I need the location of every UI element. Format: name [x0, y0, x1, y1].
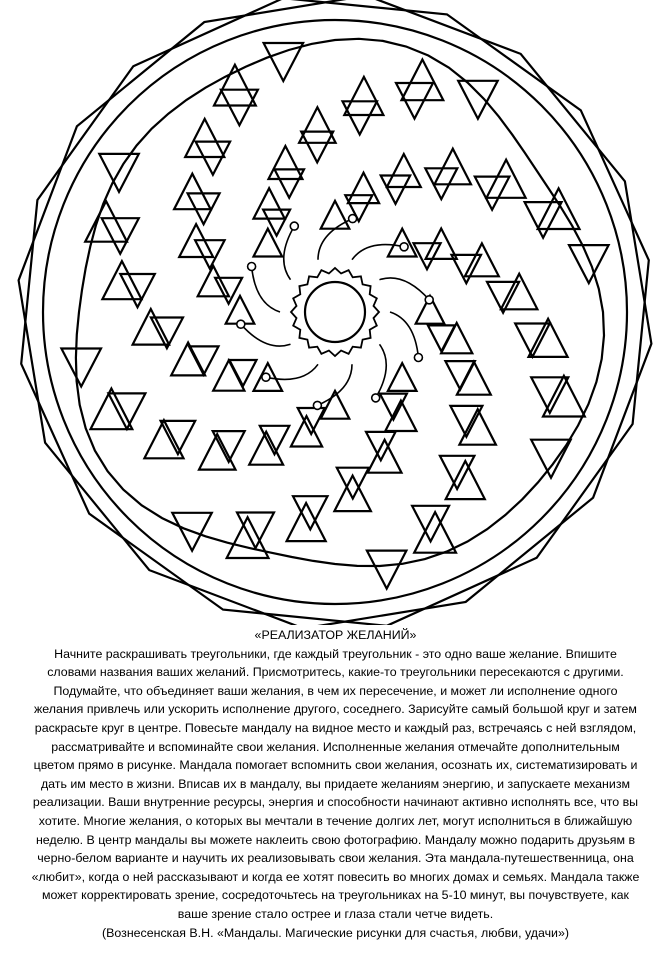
triangle	[515, 324, 550, 357]
triangle	[457, 362, 491, 395]
triangle	[445, 361, 475, 389]
swirl-dot	[262, 373, 270, 381]
wavy-band	[76, 39, 604, 566]
citation: (Вознесенская В.Н. «Мандалы. Магические рисунки для счастья, любви, удачи»)	[102, 925, 569, 940]
triangle	[195, 240, 225, 268]
triangle	[367, 551, 407, 589]
triangle	[569, 245, 609, 283]
swirl-line	[241, 324, 291, 346]
text-line-4: желания привлечь или ускорить исполнение другого, соседнего. Зарисуйте самый большой круг и затем	[34, 702, 637, 717]
swirl-dot	[349, 215, 357, 223]
triangle	[487, 160, 526, 198]
text-line-2: словами названия ваших желаний. Присмотритесь, какие-то треугольники пересекаются с другими.	[47, 665, 624, 680]
triangle	[412, 506, 449, 542]
swirl-line	[376, 344, 387, 398]
swirl-dot	[372, 394, 380, 402]
text-line-3: Подумайте, что объединяет ваши желания, в чем их пересечение, и может ли исполнение одного	[53, 683, 618, 698]
triangle	[428, 325, 455, 351]
description-text-block	[4, 626, 667, 942]
swirl-dot	[237, 320, 245, 328]
triangle	[344, 77, 383, 115]
triangle	[348, 173, 379, 203]
text-line-13: «любит», когда о ней рассказывают и когда ее хотят повесить во многих домах и семьях. Мандала также	[31, 869, 640, 884]
swirl-line	[380, 278, 430, 300]
triangle	[465, 243, 499, 276]
triangle	[440, 456, 475, 489]
swirl-dot	[400, 243, 408, 251]
text-line-8: дать им место в жизни. Вписав их в мандалу, вы придаете желаниям энергию, и запускаете механизм	[40, 776, 631, 791]
text-line-5: раскрасьте круг в центре. Повесьте мандалу на видное место и каждый раз, встречаясь с ней взглядом,	[34, 720, 637, 735]
triangle	[85, 201, 127, 242]
triangle	[487, 282, 519, 313]
triangle	[213, 360, 244, 390]
swirl-line	[252, 267, 280, 313]
text-line-9: реализации. Ваши внутренние ресурсы, энергия и способности начинают активно исполнять все, что вы	[32, 795, 639, 810]
text-line-1: Начните раскрашивать треугольники, где каждый треугольник - это одно ваше желание. Впишите	[54, 646, 617, 661]
triangle	[458, 81, 498, 119]
triangle	[298, 408, 325, 434]
text-line-7: цветом прямо в рисунке. Мандала помогает вспомнить свои желания, осознать их, систематизировать и	[33, 758, 638, 773]
triangle	[269, 146, 303, 179]
swirl-dot	[248, 263, 256, 271]
swirl-dot	[425, 296, 433, 304]
triangle	[321, 201, 350, 229]
text-line-15: ваше зрение стало острее и глаза стали четче видеть.	[177, 906, 494, 921]
triangle	[334, 476, 371, 512]
outer-circle	[43, 20, 627, 604]
swirl-line	[317, 364, 352, 405]
triangle	[402, 60, 444, 101]
triangle	[531, 377, 568, 413]
triangle	[102, 261, 141, 299]
swirl-line	[284, 226, 295, 280]
triangle	[61, 349, 101, 387]
swirl-line	[266, 364, 318, 379]
triangle	[108, 393, 145, 429]
title: «РЕАЛИЗАТОР ЖЕЛАНИЙ»	[254, 628, 417, 642]
triangle	[229, 360, 256, 386]
triangle	[501, 274, 538, 310]
triangle	[388, 363, 417, 391]
center-circle	[305, 282, 365, 342]
triangle	[337, 468, 369, 499]
triangle	[381, 176, 411, 204]
triangle	[301, 132, 333, 163]
triangle	[254, 188, 285, 218]
triangle	[387, 154, 421, 187]
triangle	[133, 309, 170, 345]
triangle	[198, 266, 229, 296]
triangle	[441, 323, 472, 353]
triangle	[102, 218, 139, 254]
triangle	[221, 90, 258, 126]
text-line-12: черно-белом варианте и научить их реализовывать свои желания. Эта мандала-путешественница, она	[37, 851, 634, 866]
swirl-dot	[414, 354, 422, 362]
text-line-11: неделю. В центр мандалы вы можете наклеить свою фотографию. Мандалу можно подарить друзьям в	[35, 832, 636, 847]
triangle	[475, 177, 510, 210]
swirl-dot	[290, 222, 298, 230]
triangle	[196, 142, 231, 175]
text-line-6: рассматривайте и вспоминайте свои желания. Исполненные желания отмечайте дополнительным	[51, 739, 620, 754]
text-line-14: может корректировать зрение, сосредоточьтесь на треугольниках на 5-10 минут, вы почувствуете, как	[42, 888, 629, 903]
swirl-line	[390, 312, 418, 358]
swirl-dot	[313, 401, 321, 409]
triangle	[91, 389, 133, 430]
text-line-10: хотите. Многие желания, о которых вы мечтали в течение долгих лет, могут исполниться в ближайшую	[38, 813, 633, 828]
triangle	[185, 119, 224, 157]
